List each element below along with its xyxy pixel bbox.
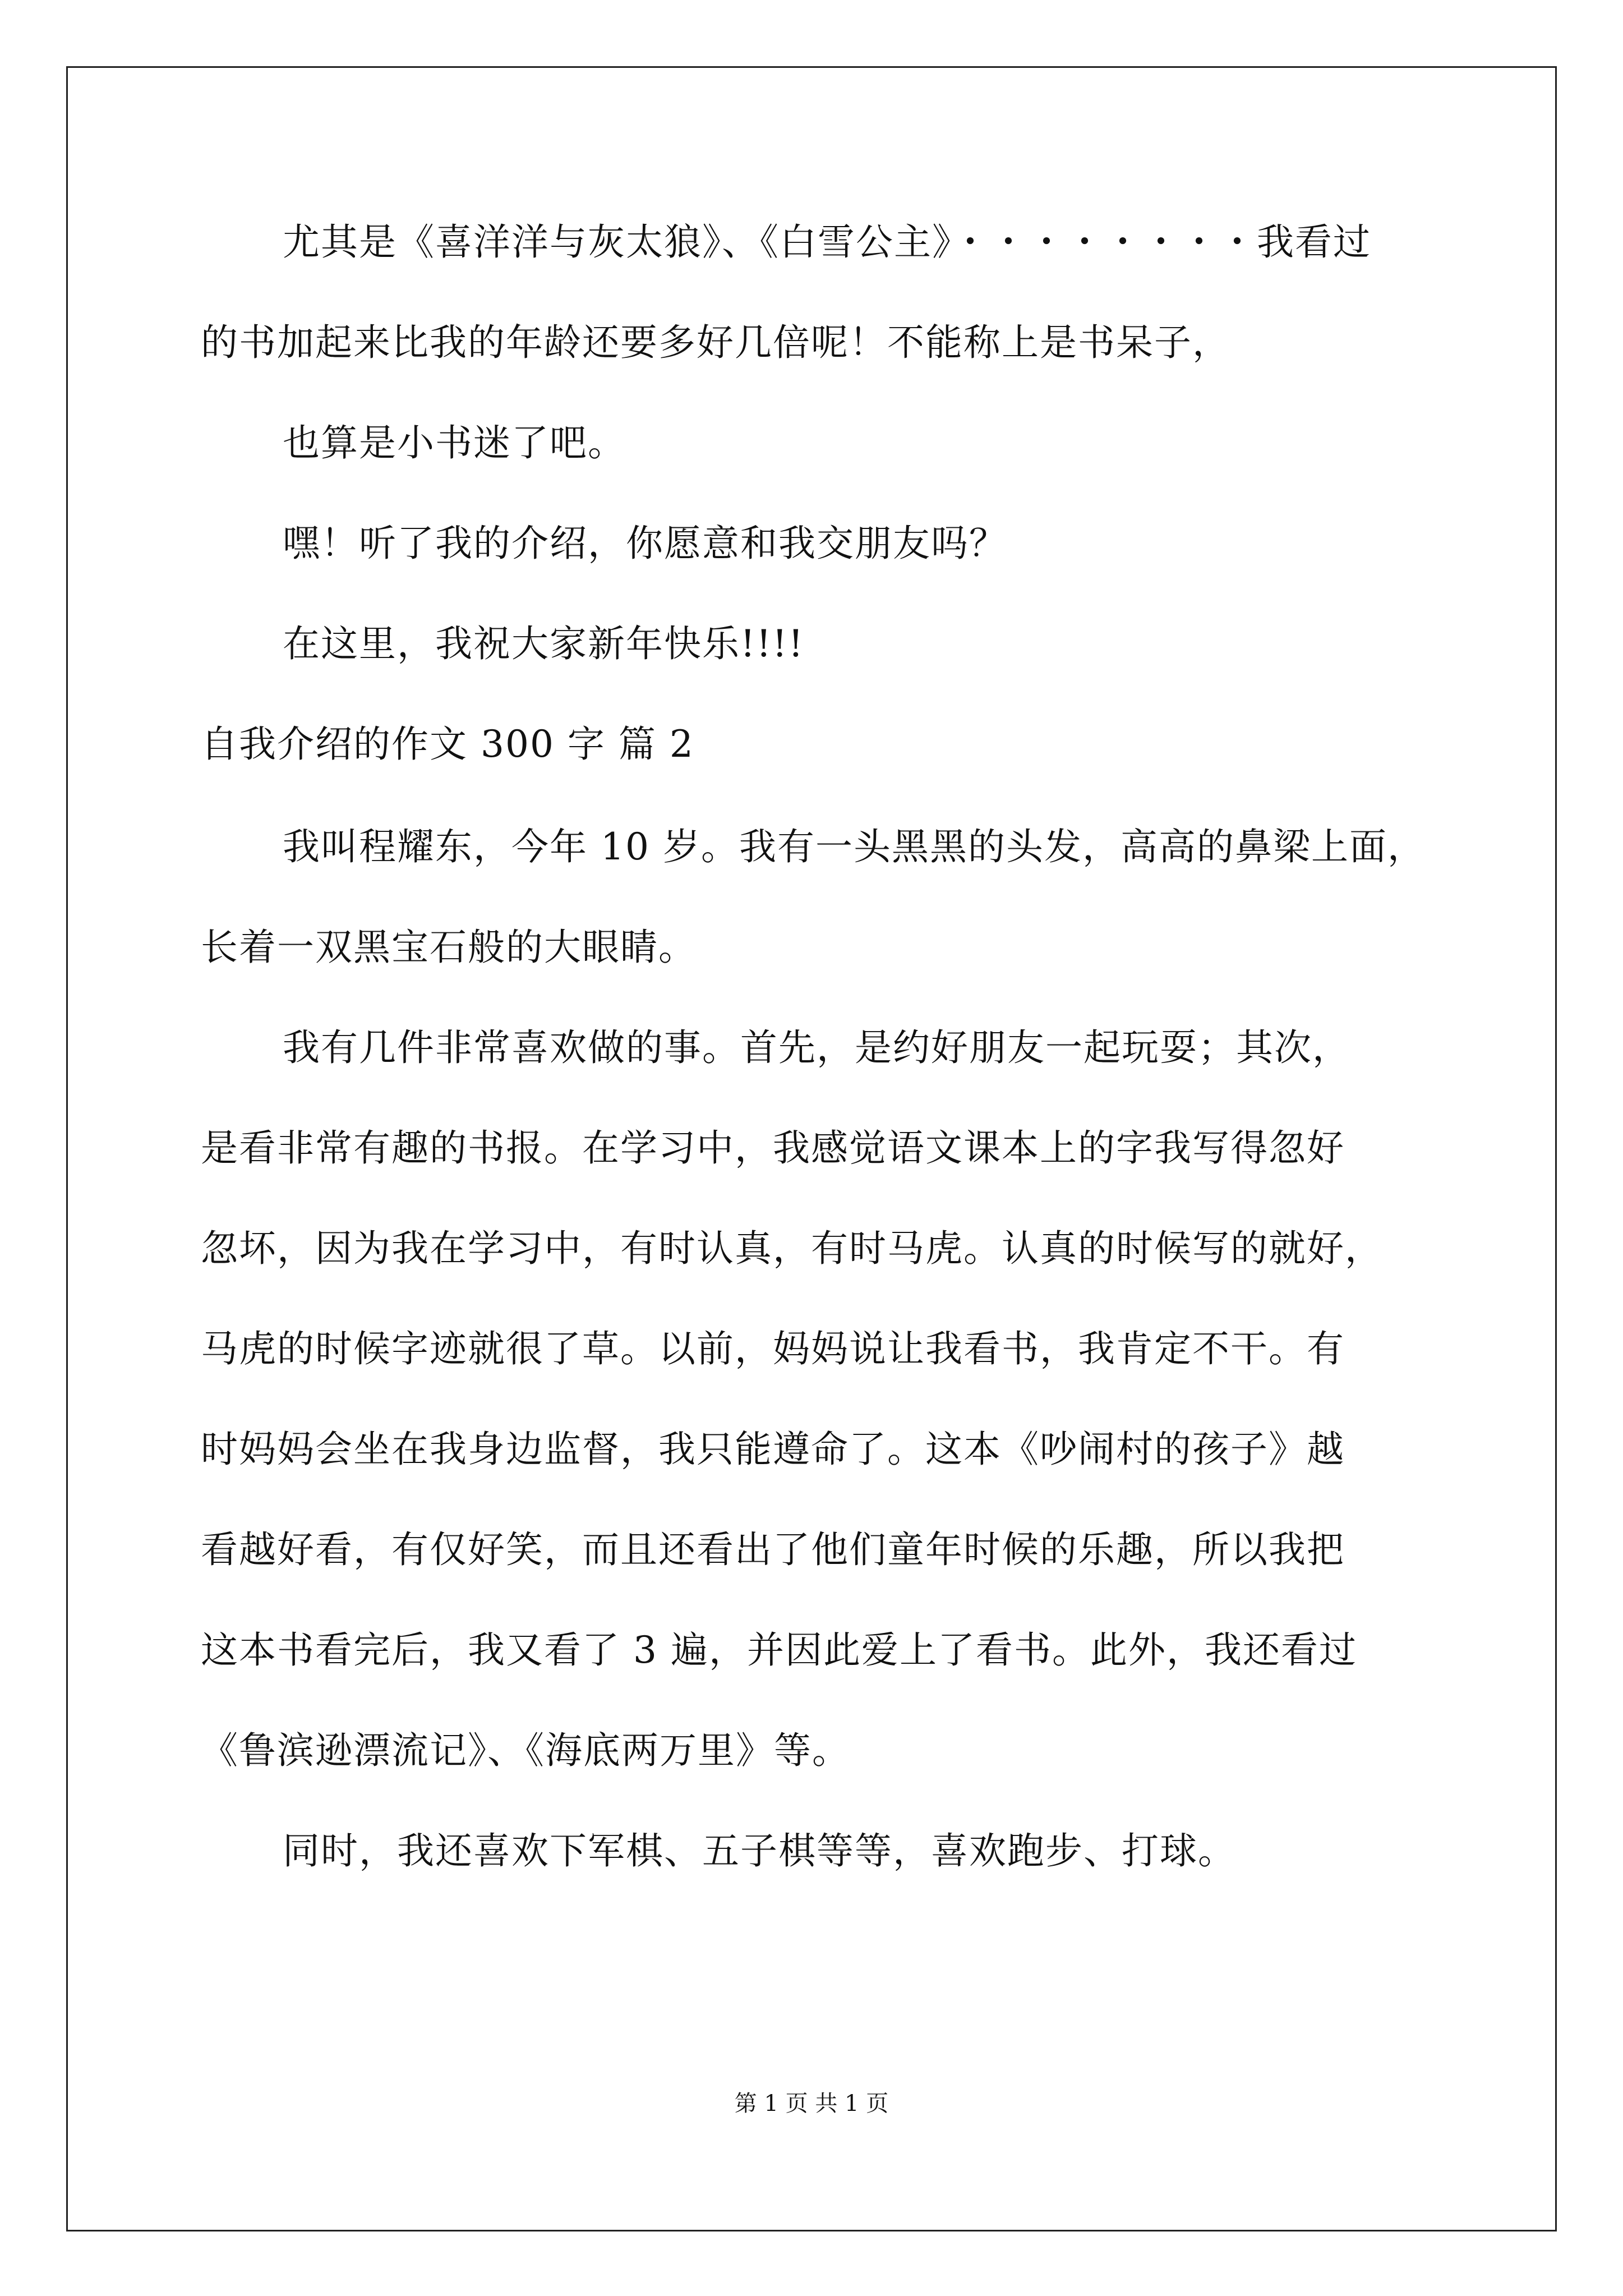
paragraph-line: 我叫程耀东，今年 10 岁。我有一头黑黑的头发，高高的鼻梁上面， [283,825,1426,868]
paragraph-line: 我有几件非常喜欢做的事。首先，是约好朋友一起玩耍；其次， [283,1026,1350,1069]
page-number-footer: 第 1 页 共 1 页 [734,2091,889,2116]
section-heading: 自我介绍的作文 300 字 篇 2 [201,723,694,766]
paragraph-line: 这本书看完后，我又看了 3 遍，并因此爱上了看书。此外，我还看过 [201,1628,1357,1672]
paragraph-line: 忽坏，因为我在学习中，有时认真，有时马虎。认真的时候写的就好， [201,1227,1383,1270]
paragraph-line: 的书加起来比我的年龄还要多好几倍呢！不能称上是书呆子， [201,321,1230,364]
paragraph-line: 尤其是《喜洋洋与灰太狼》、《白雪公主》・・・・・・・・我看过 [283,220,1371,264]
paragraph-line: 同时，我还喜欢下军棋、五子棋等等，喜欢跑步、打球。 [283,1829,1236,1872]
paragraph-line: 长着一双黑宝石般的大眼睛。 [201,926,697,969]
paragraph-line: 时妈妈会坐在我身边监督，我只能遵命了。这本《吵闹村的孩子》越 [201,1428,1345,1471]
paragraph-line: 是看非常有趣的书报。在学习中，我感觉语文课本上的字我写得忽好 [201,1126,1345,1170]
paragraph-line: 在这里，我祝大家新年快乐!!!! [283,622,805,665]
paragraph-line: 看越好看，有仅好笑，而且还看出了他们童年时候的乐趣，所以我把 [201,1528,1345,1571]
paragraph-line: 《鲁滨逊漂流记》、《海底两万里》等。 [201,1729,850,1772]
paragraph-line: 也算是小书迷了吧。 [283,421,626,464]
paragraph-line: 马虎的时候字迹就很了草。以前，妈妈说让我看书，我肯定不干。有 [201,1327,1345,1370]
paragraph-line: 嘿！听了我的介绍，你愿意和我交朋友吗？ [283,522,1007,565]
